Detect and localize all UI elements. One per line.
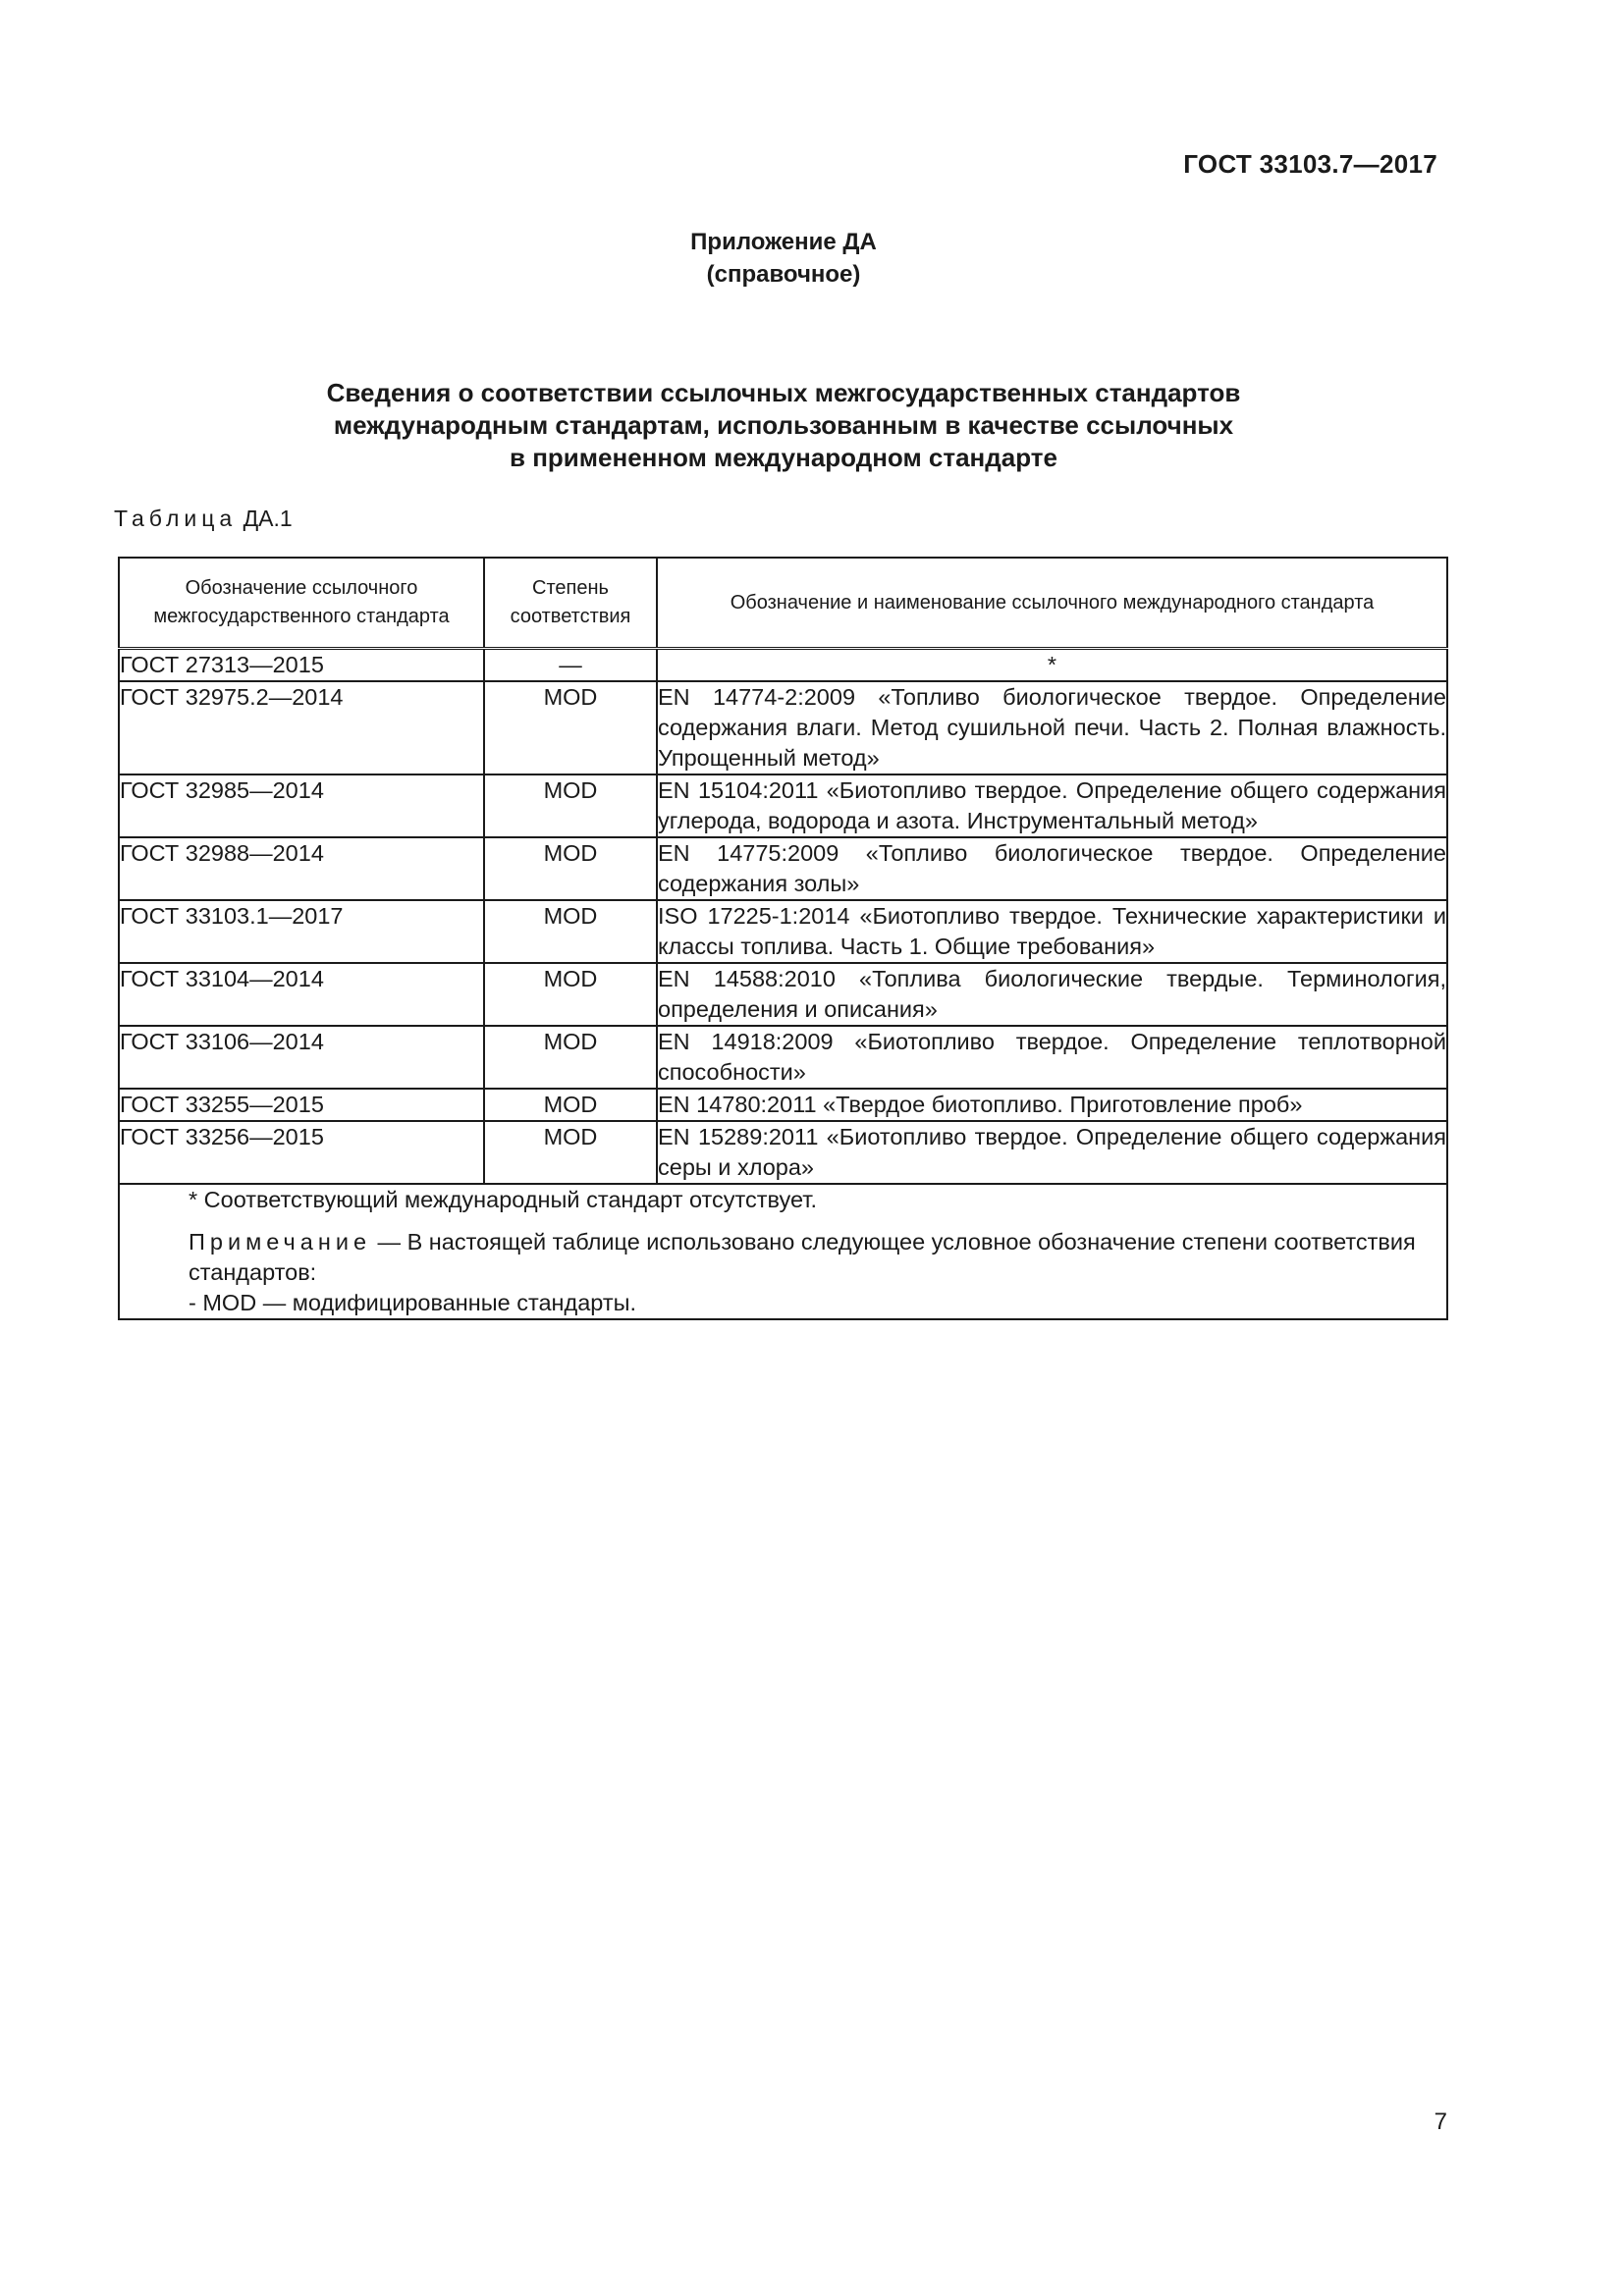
cell-standard: ГОСТ 33104—2014: [119, 963, 484, 1026]
cell-international: EN 14780:2011 «Твердое биотопливо. Приготовление проб»: [657, 1089, 1447, 1121]
cell-degree: MOD: [484, 900, 657, 963]
cell-degree: MOD: [484, 963, 657, 1026]
cell-degree: MOD: [484, 1089, 657, 1121]
note-item: - MOD — модифицированные стандарты.: [189, 1290, 637, 1315]
cell-international: EN 14775:2009 «Топливо биологическое твердое. Определение содержания золы»: [657, 837, 1447, 900]
cell-standard: ГОСТ 32988—2014: [119, 837, 484, 900]
cell-international: *: [657, 649, 1447, 682]
note-word: Примечание: [189, 1229, 372, 1255]
section-title-line: Сведения о соответствии ссылочных межгосударственных стандартов: [326, 378, 1241, 407]
table-row: [119, 1089, 1447, 1121]
cell-international: EN 15104:2011 «Биотопливо твердое. Определение общего содержания углерода, водорода и азота. Инструментальный метод»: [657, 774, 1447, 837]
table-row: [119, 774, 1447, 837]
table-row: [119, 963, 1447, 1026]
table-row: [119, 681, 1447, 774]
table-footnote: * Соответствующий международный стандарт отсутствует.: [189, 1187, 817, 1212]
cell-degree: MOD: [484, 1121, 657, 1184]
cell-standard: ГОСТ 33103.1—2017: [119, 900, 484, 963]
section-title-line: в примененном международном стандарте: [510, 443, 1057, 472]
cell-degree: —: [484, 649, 657, 682]
appendix-title: Приложение ДА: [690, 229, 877, 255]
section-title-line: международным стандартам, использованным в качестве ссылочных: [333, 410, 1234, 440]
section-title: [0, 377, 1567, 474]
cell-standard: ГОСТ 27313—2015: [119, 649, 484, 682]
cell-degree: MOD: [484, 1026, 657, 1089]
table-row: [119, 1121, 1447, 1184]
table-notes: [119, 1184, 1447, 1319]
table-note: [120, 1227, 1446, 1288]
header-degree: Степень соответствия: [484, 558, 657, 649]
cell-international: EN 14918:2009 «Биотопливо твердое. Определение теплотворной способности»: [657, 1026, 1447, 1089]
cell-international: EN 14588:2010 «Топлива биологические твердые. Терминология, определения и описания»: [657, 963, 1447, 1026]
cell-degree: MOD: [484, 774, 657, 837]
cell-standard: ГОСТ 32975.2—2014: [119, 681, 484, 774]
cell-standard: ГОСТ 32985—2014: [119, 774, 484, 837]
table-notes-row: [119, 1184, 1447, 1319]
appendix-heading: [0, 226, 1567, 291]
cell-standard: ГОСТ 33256—2015: [119, 1121, 484, 1184]
standards-table: [118, 557, 1448, 1320]
page-number: 7: [1434, 2109, 1447, 2135]
note-text: — В настоящей таблице использовано следующее условное обозначение степени соответствия стандартов:: [189, 1229, 1416, 1285]
document-id: ГОСТ 33103.7—2017: [1183, 149, 1437, 179]
table-header-row: [119, 558, 1447, 649]
cell-international: EN 15289:2011 «Биотопливо твердое. Определение общего содержания серы и хлора»: [657, 1121, 1447, 1184]
table-row: [119, 649, 1447, 682]
table-row: [119, 1026, 1447, 1089]
table-row: [119, 837, 1447, 900]
table-row: [119, 900, 1447, 963]
header-international-standard: Обозначение и наименование ссылочного международного стандарта: [657, 558, 1447, 649]
cell-international: ISO 17225-1:2014 «Биотопливо твердое. Технические характеристики и классы топлива. Часть 1. Общие требования»: [657, 900, 1447, 963]
table-label: [114, 506, 293, 532]
cell-degree: MOD: [484, 837, 657, 900]
cell-standard: ГОСТ 33106—2014: [119, 1026, 484, 1089]
table-label-number: ДА.1: [243, 506, 293, 531]
cell-international: EN 14774-2:2009 «Топливо биологическое твердое. Определение содержания влаги. Метод сушильной печи. Часть 2. Полная влажность. Упрощенный метод»: [657, 681, 1447, 774]
header-interstate-standard: Обозначение ссылочного межгосударственного стандарта: [119, 558, 484, 649]
cell-standard: ГОСТ 33255—2015: [119, 1089, 484, 1121]
table-label-word: Таблица: [114, 506, 238, 531]
cell-degree: MOD: [484, 681, 657, 774]
appendix-subtitle: (справочное): [706, 261, 861, 288]
